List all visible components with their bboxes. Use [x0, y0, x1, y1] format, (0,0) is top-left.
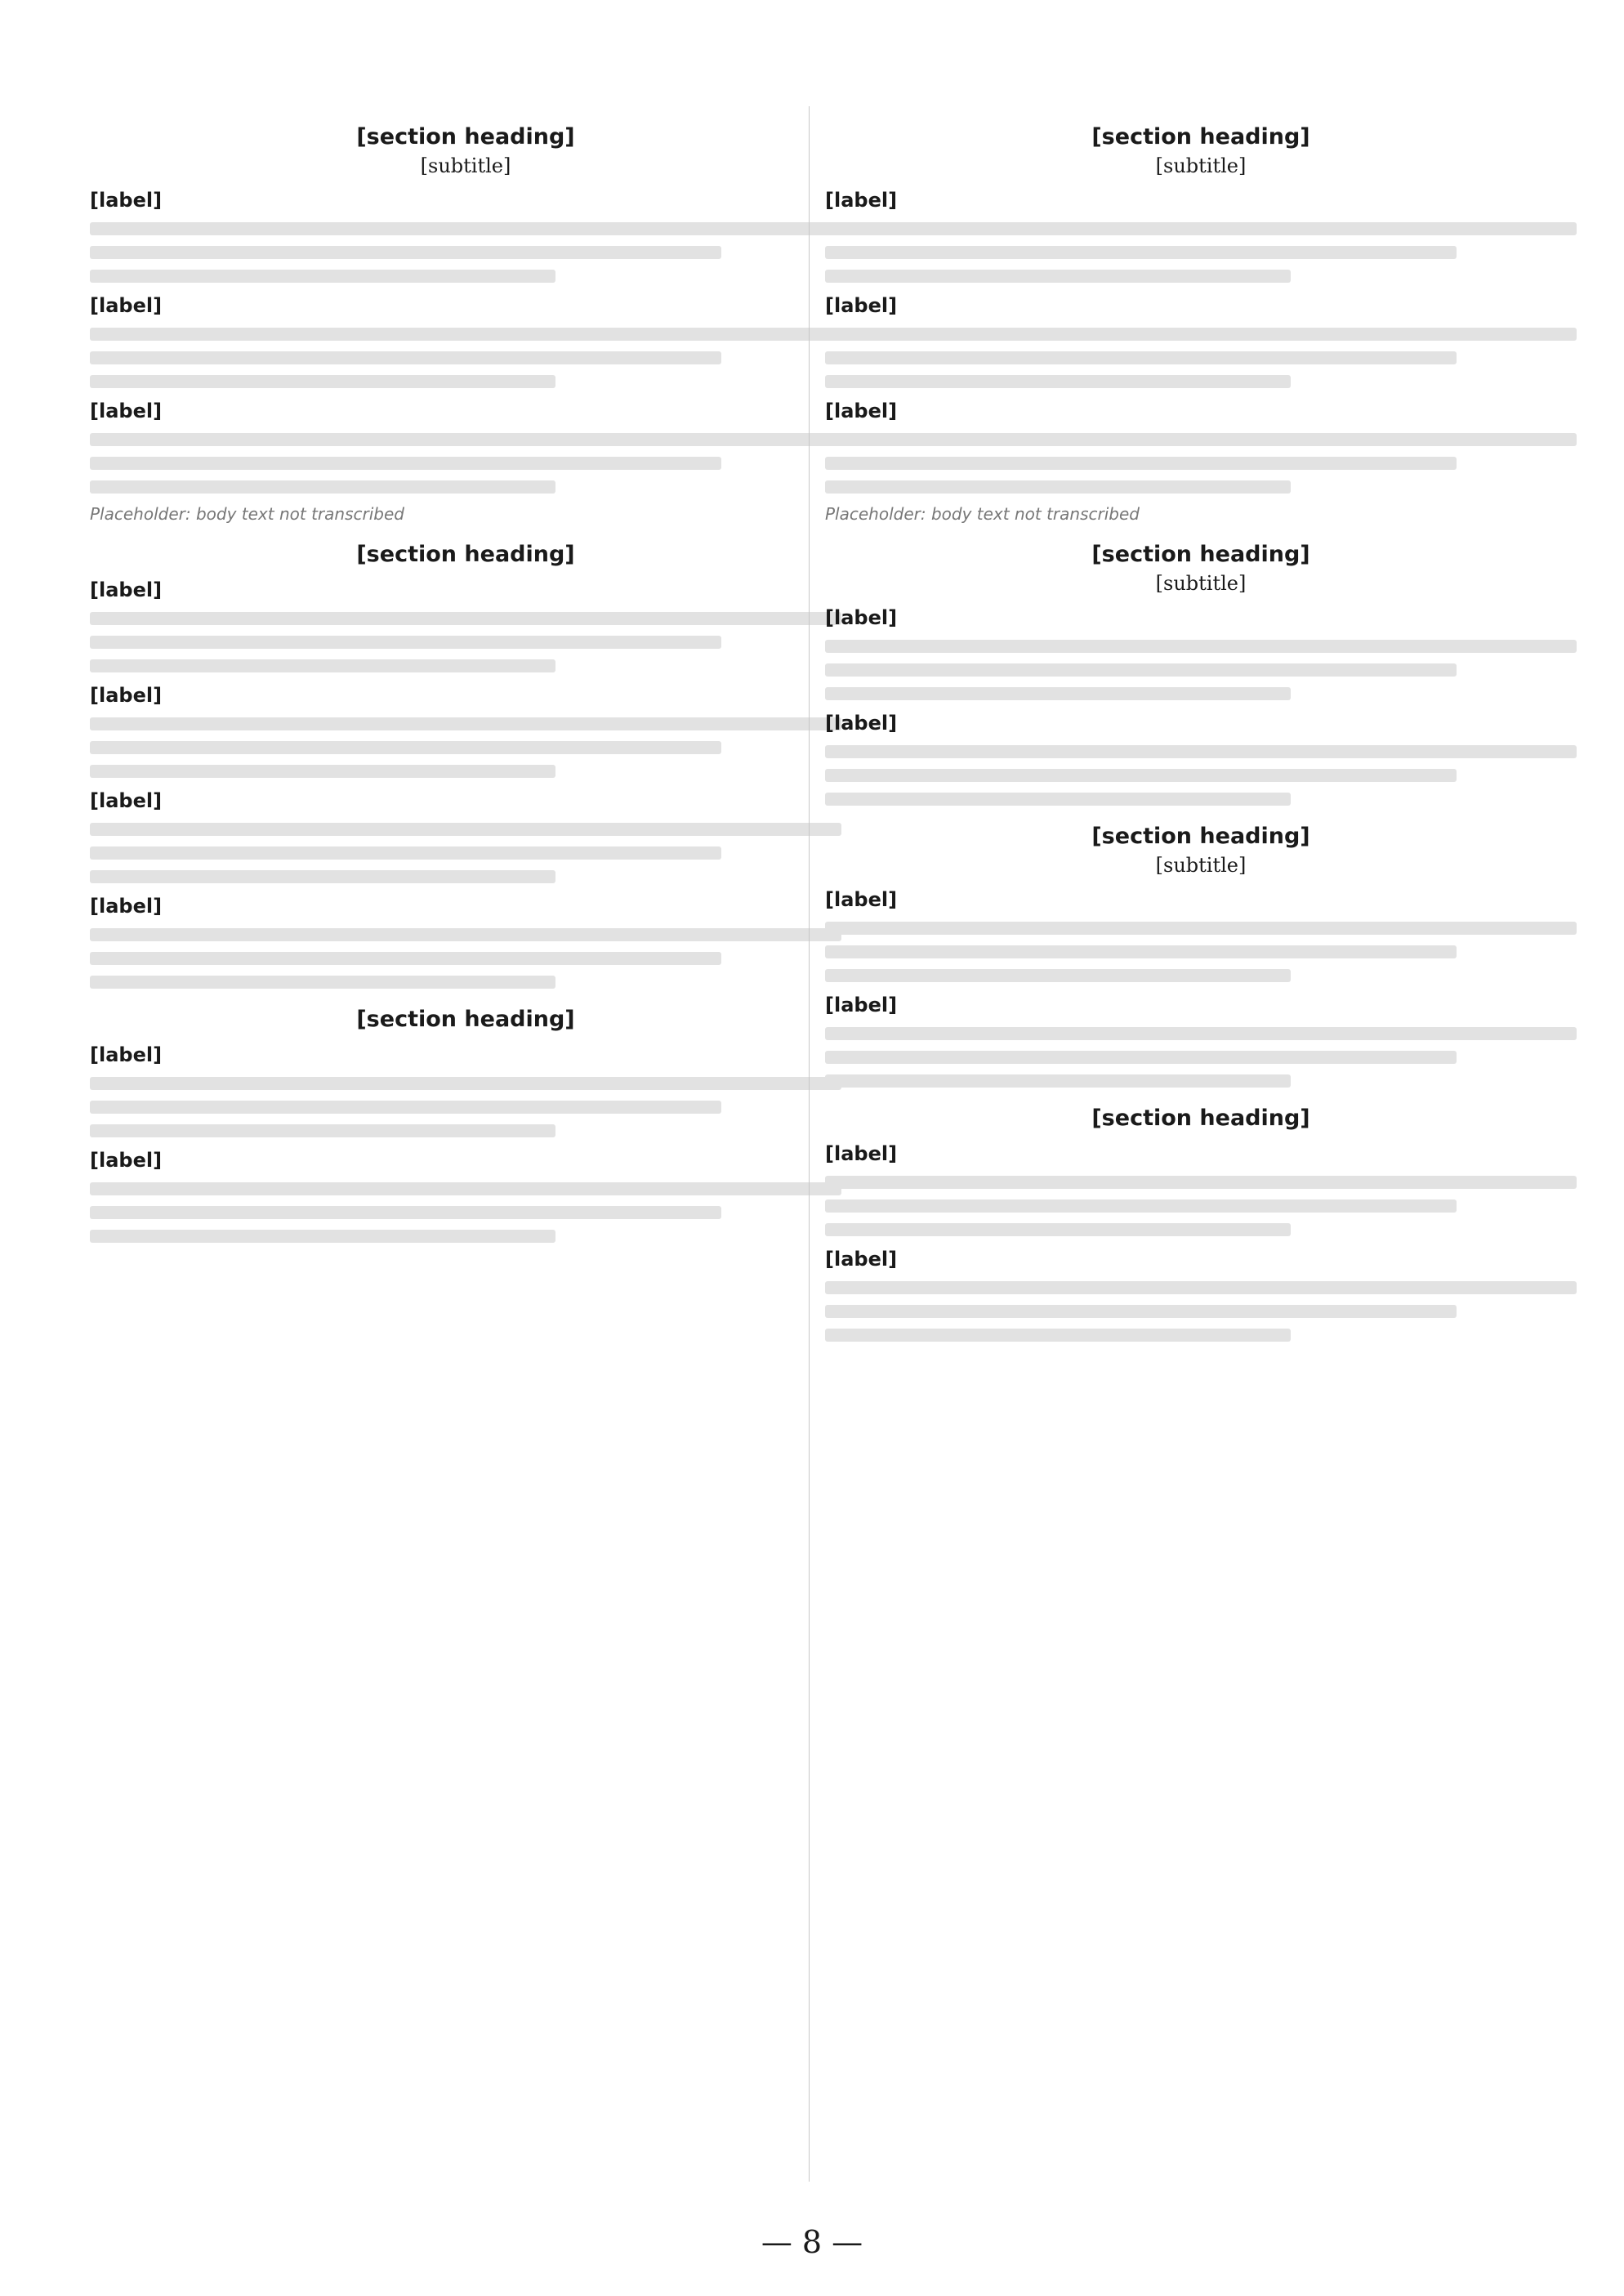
section-heading: [section heading]: [356, 124, 575, 150]
section-heading: [section heading]: [356, 1007, 575, 1032]
text-line-placeholder: [825, 769, 1457, 782]
text-line-placeholder: [825, 222, 1577, 235]
text-line-placeholder: [90, 457, 721, 470]
block-label: [label]: [825, 189, 898, 212]
block-label: [label]: [90, 1149, 163, 1172]
text-line-placeholder: [90, 823, 841, 836]
section-subtitle: [subtitle]: [420, 154, 511, 177]
text-line-placeholder: [825, 945, 1457, 958]
text-line-placeholder: [825, 1199, 1457, 1213]
block-label: [label]: [825, 400, 898, 422]
block-label: [label]: [90, 684, 163, 707]
text-line-placeholder: [90, 952, 721, 965]
text-line-placeholder: [90, 328, 841, 341]
block-label: [label]: [825, 888, 898, 911]
block-label: [label]: [90, 578, 163, 601]
section-subtitle: [subtitle]: [1155, 854, 1247, 877]
text-line-placeholder: [90, 870, 555, 883]
text-line-placeholder: [90, 480, 555, 494]
section-heading: [section heading]: [1091, 824, 1310, 849]
text-line-placeholder: [90, 270, 555, 283]
text-line-placeholder: [825, 480, 1291, 494]
text-line-placeholder: [90, 351, 721, 364]
placeholder-note: Placeholder: body text not transcribed: [825, 504, 1140, 524]
text-line-placeholder: [825, 745, 1577, 758]
text-line-placeholder: [90, 1124, 555, 1137]
text-line-placeholder: [90, 659, 555, 672]
text-line-placeholder: [825, 1027, 1577, 1040]
text-line-placeholder: [90, 765, 555, 778]
block-label: [label]: [825, 606, 898, 629]
text-line-placeholder: [90, 433, 841, 446]
placeholder-note: Placeholder: body text not transcribed: [90, 504, 404, 524]
text-line-placeholder: [90, 1077, 841, 1090]
text-line-placeholder: [90, 375, 555, 388]
block-label: [label]: [90, 895, 163, 918]
section-heading: [section heading]: [1091, 542, 1310, 567]
block-label: [label]: [90, 189, 163, 212]
text-line-placeholder: [825, 328, 1577, 341]
block-label: [label]: [825, 994, 898, 1016]
page-number: — 8 —: [761, 2224, 863, 2260]
block-label: [label]: [825, 1142, 898, 1165]
block-label: [label]: [90, 400, 163, 422]
text-line-placeholder: [825, 1074, 1291, 1088]
text-line-placeholder: [90, 246, 721, 259]
column-divider: [809, 106, 810, 2182]
text-line-placeholder: [90, 1206, 721, 1219]
block-label: [label]: [90, 294, 163, 317]
text-line-placeholder: [825, 270, 1291, 283]
section-heading: [section heading]: [356, 542, 575, 567]
text-line-placeholder: [825, 433, 1577, 446]
text-line-placeholder: [825, 351, 1457, 364]
text-line-placeholder: [90, 1182, 841, 1195]
text-line-placeholder: [825, 922, 1577, 935]
text-line-placeholder: [825, 246, 1457, 259]
text-line-placeholder: [825, 687, 1291, 700]
text-line-placeholder: [825, 969, 1291, 982]
text-line-placeholder: [825, 1051, 1457, 1064]
block-label: [label]: [825, 712, 898, 735]
text-line-placeholder: [825, 375, 1291, 388]
section-subtitle: [subtitle]: [1155, 572, 1247, 595]
text-line-placeholder: [90, 741, 721, 754]
text-line-placeholder: [825, 663, 1457, 677]
block-label: [label]: [90, 1043, 163, 1066]
text-line-placeholder: [90, 612, 841, 625]
left-column: [90, 106, 841, 2182]
text-line-placeholder: [825, 1281, 1577, 1294]
section-heading: [section heading]: [1091, 124, 1310, 150]
block-label: [label]: [825, 1248, 898, 1271]
text-line-placeholder: [90, 976, 555, 989]
text-line-placeholder: [825, 1329, 1291, 1342]
text-line-placeholder: [825, 640, 1577, 653]
text-line-placeholder: [825, 457, 1457, 470]
text-line-placeholder: [90, 222, 841, 235]
text-line-placeholder: [825, 1223, 1291, 1236]
text-line-placeholder: [90, 1101, 721, 1114]
text-line-placeholder: [825, 1176, 1577, 1189]
right-column: [825, 106, 1577, 2182]
text-line-placeholder: [90, 1230, 555, 1243]
text-line-placeholder: [90, 636, 721, 649]
section-subtitle: [subtitle]: [1155, 154, 1247, 177]
text-line-placeholder: [90, 717, 841, 730]
block-label: [label]: [90, 789, 163, 812]
section-heading: [section heading]: [1091, 1106, 1310, 1131]
text-line-placeholder: [825, 793, 1291, 806]
block-label: [label]: [825, 294, 898, 317]
text-line-placeholder: [90, 928, 841, 941]
text-line-placeholder: [90, 846, 721, 860]
text-line-placeholder: [825, 1305, 1457, 1318]
